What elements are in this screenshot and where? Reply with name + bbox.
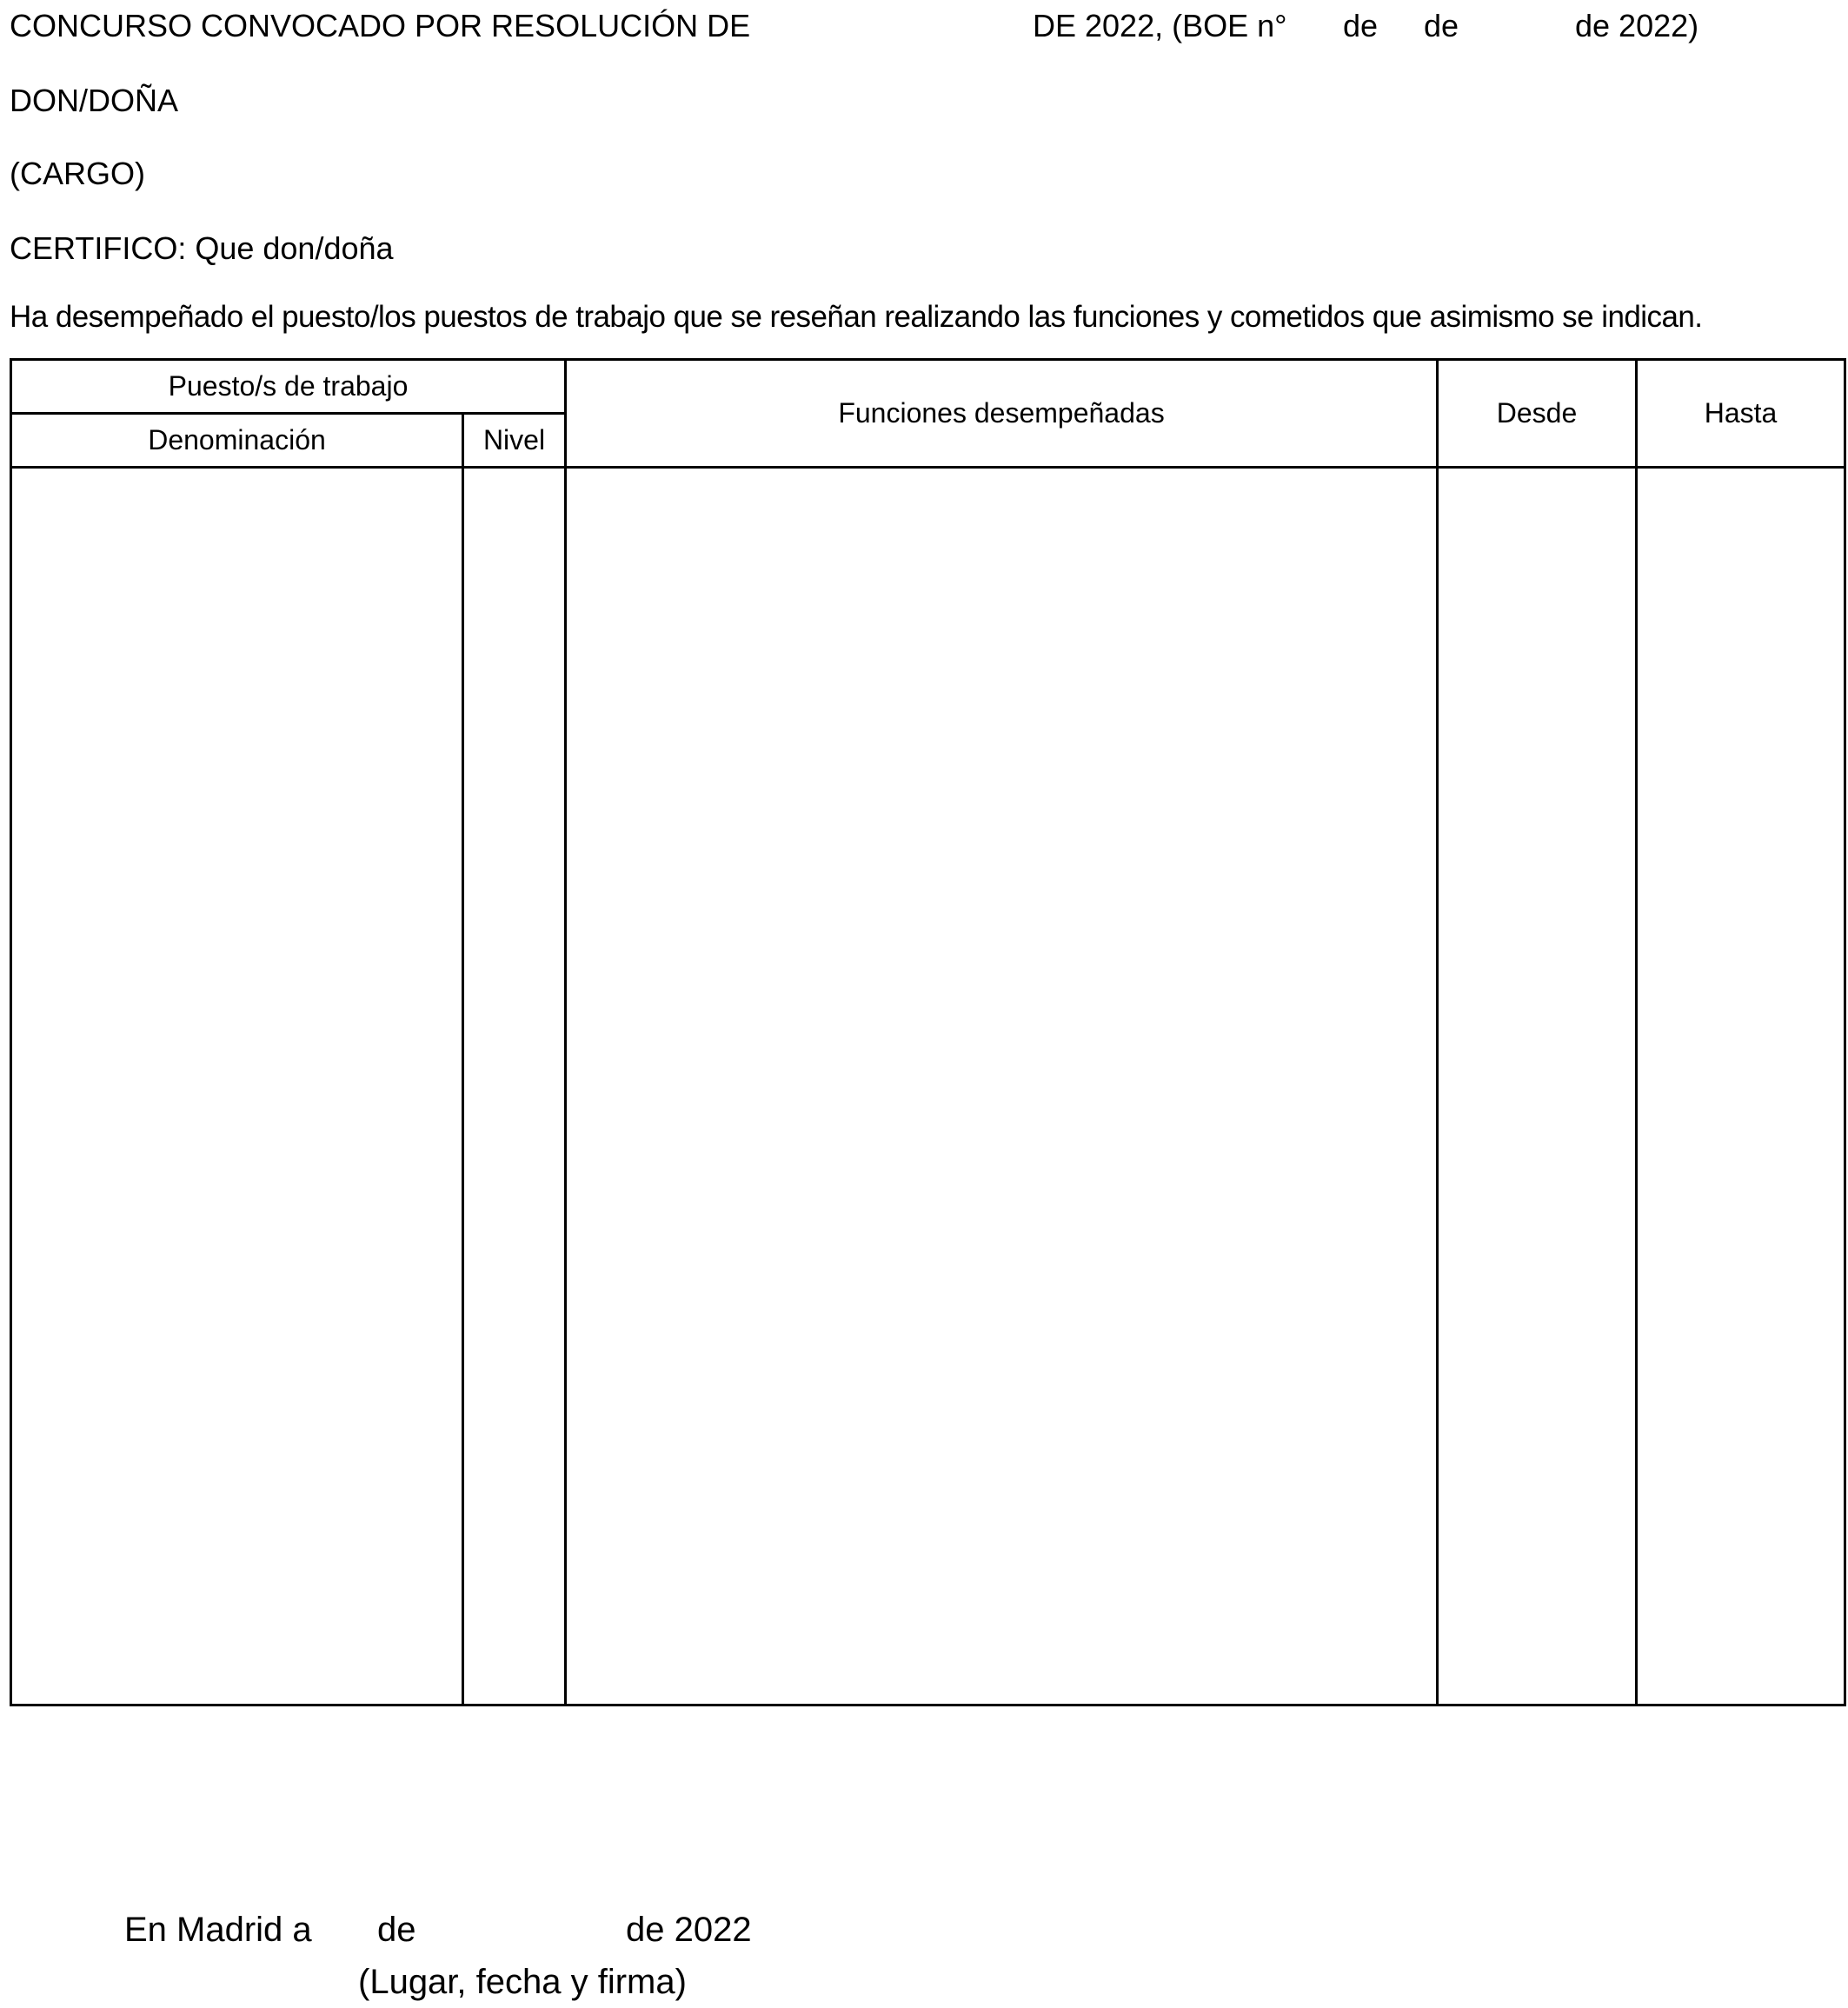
certifico-label: CERTIFICO: Que don/doña <box>10 230 394 266</box>
header-desde: Desde <box>1438 360 1637 468</box>
cell-nivel[interactable] <box>463 468 566 1705</box>
signature-place: En Madrid a <box>124 1911 312 1949</box>
cargo-label: (CARGO) <box>10 156 145 191</box>
intro-text: Ha desempeñado el puesto/los puestos de trabajo que se reseñan realizando las funciones y cometidos que asimismo se indican. <box>10 300 1703 334</box>
don-dona-label: DON/DOÑA <box>10 83 179 118</box>
header-hasta: Hasta <box>1637 360 1845 468</box>
header-funciones-desempenadas: Funciones desempeñadas <box>566 360 1438 468</box>
heading-part-de-2: de <box>1424 8 1459 43</box>
heading-part-resolucion: CONCURSO CONVOCADO POR RESOLUCIÓN DE <box>10 8 751 43</box>
cell-denominacion[interactable] <box>11 468 463 1705</box>
table-header-row <box>11 360 1845 414</box>
positions-table <box>10 358 1846 1706</box>
cell-hasta[interactable] <box>1637 468 1845 1705</box>
cell-desde[interactable] <box>1438 468 1637 1705</box>
cell-funciones[interactable] <box>566 468 1438 1705</box>
signature-year: de 2022 <box>626 1911 752 1949</box>
heading-part-year: de 2022) <box>1575 8 1699 43</box>
signature-de: de <box>377 1911 416 1949</box>
header-puestos-de-trabajo: Puesto/s de trabajo <box>11 360 566 414</box>
header-denominacion: Denominación <box>11 414 463 468</box>
signature-caption: (Lugar, fecha y firma) <box>358 1963 687 2001</box>
heading-part-de-1: de <box>1343 8 1379 43</box>
table-row <box>11 468 1845 1705</box>
heading-part-boe: DE 2022, (BOE n° <box>1033 8 1287 43</box>
header-nivel: Nivel <box>463 414 566 468</box>
